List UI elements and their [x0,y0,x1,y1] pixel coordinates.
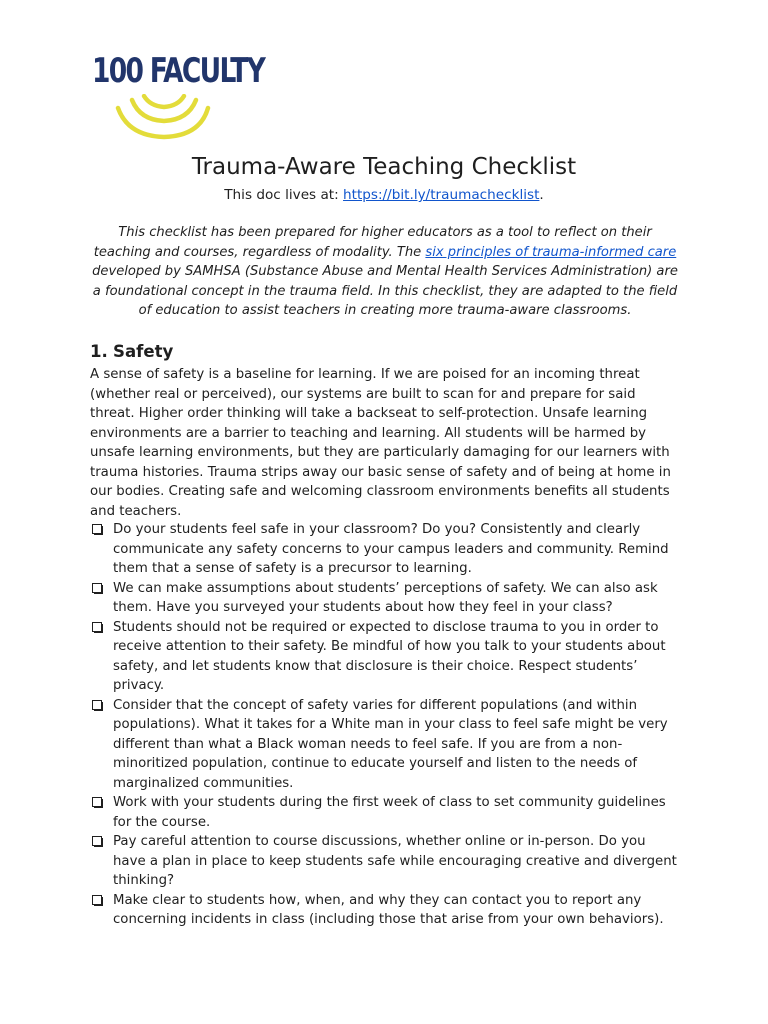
section-heading-safety [90,340,173,364]
checklist-item-text: Pay careful attention to course discussions, whether online or in-person. Do you have a plan in place to keep students safe while encouraging creative and divergent thinking? [113,834,677,888]
checklist-item-text: Do your students feel safe in your classroom? Do you? Consistently and clearly communicate any safety concerns to your campus leaders and community. Remind them that a sense of safety is a precursor to learning. [113,522,669,576]
safety-checklist [90,520,682,930]
checklist-item [90,579,682,618]
doc-location-line [0,185,768,205]
logo [92,51,265,152]
doc-location-prefix: This doc lives at: [224,187,344,203]
section-number: 1. [90,342,108,361]
checklist-item [90,696,682,794]
checkbox-icon[interactable] [92,583,103,594]
doc-location-link[interactable]: https://bit.ly/traumachecklist [343,187,540,203]
six-principles-link[interactable]: six principles of trauma-informed care [425,244,677,260]
page-title: Trauma-Aware Teaching Checklist [191,154,577,180]
checkbox-icon[interactable] [92,622,103,633]
safety-paragraph: A sense of safety is a baseline for learning. If we are poised for an incoming threat (whether real or perceived), our systems are built to scan for and prepare for said threat. Higher order thinking will take a backseat to self-protection. Unsafe learning environments are a barrier to teaching and learning. All students will be harmed by unsafe learning environments, but they are particularly damaging for our learners with trauma histories. Trauma strips away our basic sense of safety and of being at home in our bodies. Creating safe and welcoming classroom environments benefits all students and teachers. [90,367,671,519]
checkbox-icon[interactable] [92,797,103,808]
checkbox-icon[interactable] [92,895,103,906]
checklist-item [90,520,682,579]
logo-text: 100 FACULTY [92,51,265,91]
checklist-item-text: Consider that the concept of safety varies for different populations (and within populations). What it takes for a White man in your class to feel safe might be very different than what a Black woman needs to feel safe. If you are from a non-minoritized population, continue to educate yourself and listen to the needs of marginalized communities. [113,697,668,791]
checkbox-icon[interactable] [92,836,103,847]
intro-text-1: This checklist has been prepared for higher educators as a tool to reflect on their teaching and courses, regardless of modality. The [93,225,652,260]
checkbox-icon[interactable] [92,700,103,711]
checklist-item-text: Make clear to students how, when, and why they can contact you to report any concerning incidents in class (including those that arise from your own behaviors). [113,892,664,927]
section-title: Safety [113,342,174,361]
checklist-item-text: We can make assumptions about students’ perceptions of safety. We can also ask them. Have you surveyed your students about how they feel in your class? [113,580,658,615]
checklist-item-text: Students should not be required or expected to disclose trauma to you in order to receive attention to their safety. Be mindful of how you talk to your students about safety, and let students know that disclosure is their choice. Respect students’ privacy. [113,619,666,693]
checklist-item [90,618,682,696]
intro-text-2: developed by SAMHSA (Substance Abuse and Mental Health Services Administration) are a foundational concept in the trauma field. In this checklist, they are adapted to the field of education to assist teachers in creating more trauma-aware classrooms. [92,264,678,318]
checklist-item-text: Work with your students during the first week of class to set community guidelines for the course. [113,795,666,830]
checklist-item [90,891,682,930]
checklist-item [90,832,682,891]
checklist-item [90,793,682,832]
doc-location-suffix: . [539,187,544,203]
checkbox-icon[interactable] [92,524,103,535]
signal-arcs-icon [104,94,214,154]
intro-paragraph [90,223,680,321]
